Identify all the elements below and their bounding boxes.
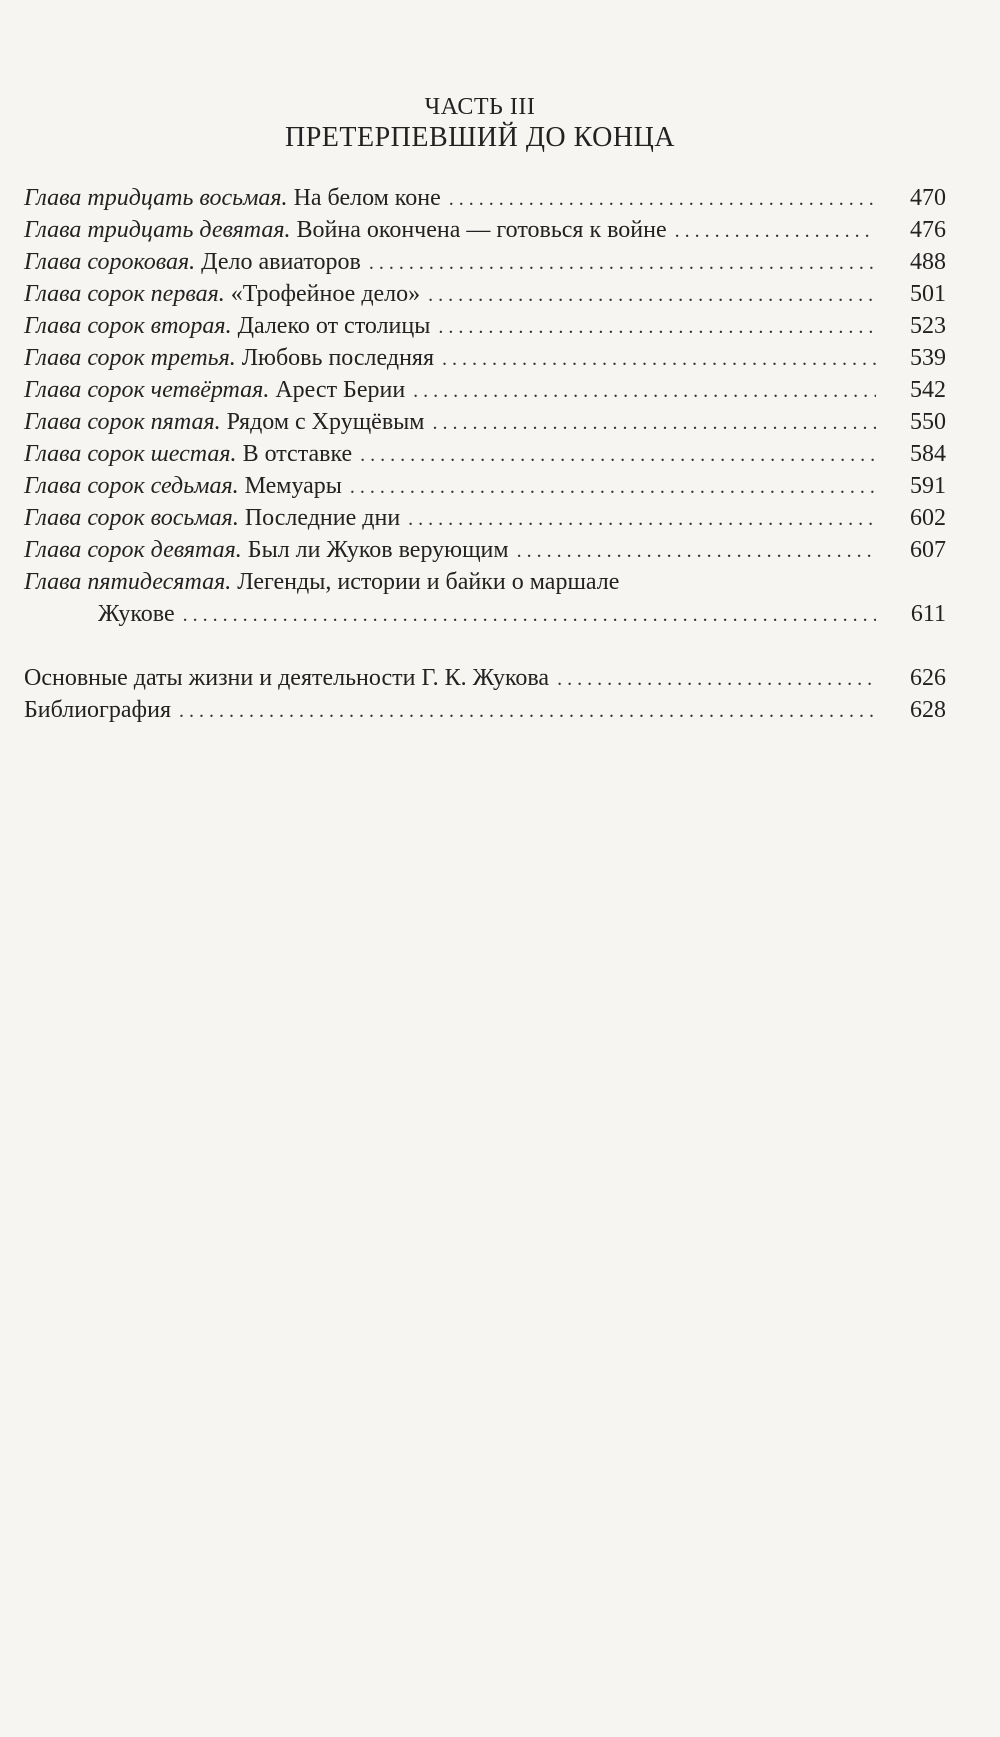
dot-leader <box>432 407 876 439</box>
chapter-title: На белом коне <box>293 185 441 211</box>
toc-entry-chapter-48 <box>24 502 946 534</box>
chapter-title: Легенды, истории и байки о маршале <box>237 569 620 595</box>
page-number: 591 <box>910 473 946 499</box>
toc-entry-label <box>24 246 361 278</box>
chapter-number: Глава тридцать восьмая. <box>24 185 288 211</box>
appendix-title: Основные даты жизни и деятельности Г. К. Жукова <box>24 665 550 691</box>
toc-entry-label <box>24 374 405 406</box>
page-number: 523 <box>910 313 946 339</box>
chapter-number: Глава сорок четвёртая. <box>24 377 270 403</box>
section-gap <box>24 630 946 662</box>
toc-entry-label <box>24 278 420 310</box>
chapter-title: «Трофейное дело» <box>230 281 421 307</box>
part-title: ПРЕТЕРПЕВШИЙ ДО КОНЦА <box>284 122 676 153</box>
dot-leader <box>675 215 876 247</box>
part-header <box>0 93 960 155</box>
toc-entry-chapter-47 <box>24 470 946 502</box>
chapter-title: Мемуары <box>244 473 342 499</box>
page-number: 488 <box>910 249 946 275</box>
chapter-number: Глава сорок седьмая. <box>24 473 239 499</box>
toc-entry-label <box>24 342 434 374</box>
dot-leader <box>428 279 876 311</box>
toc-entry-label <box>24 502 400 534</box>
chapter-title-continuation: Жукове <box>98 601 175 627</box>
toc-entry-label <box>24 566 619 598</box>
toc-entry-chapter-44 <box>24 374 946 406</box>
chapter-title: Война окончена — готовься к войне <box>296 217 667 243</box>
dot-leader <box>517 535 876 567</box>
dot-leader <box>360 439 876 471</box>
toc-entry-chapter-46 <box>24 438 946 470</box>
page-number: 626 <box>910 665 946 691</box>
dot-leader <box>438 311 876 343</box>
chapter-number: Глава сорок вторая. <box>24 313 232 339</box>
dot-leader <box>350 471 876 503</box>
dot-leader <box>557 663 876 695</box>
chapter-number: Глава сороковая. <box>24 249 196 275</box>
page-number: 501 <box>910 281 946 307</box>
chapter-title: Рядом с Хрущёвым <box>226 409 425 435</box>
page-number: 611 <box>910 601 946 627</box>
chapter-number: Глава сорок восьмая. <box>24 505 239 531</box>
toc-entry-label <box>24 214 667 246</box>
page-number: 584 <box>910 441 946 467</box>
chapter-number: Глава тридцать девятая. <box>24 217 291 243</box>
toc-entry-label <box>24 470 342 502</box>
toc-entry-chapter-43 <box>24 342 946 374</box>
chapter-number: Глава сорок девятая. <box>24 537 242 563</box>
toc-entry-chapter-50-line2 <box>24 598 946 630</box>
page-number: 602 <box>910 505 946 531</box>
chapter-number: Глава сорок шестая. <box>24 441 237 467</box>
chapter-number: Глава сорок первая. <box>24 281 225 307</box>
toc-entry-label <box>24 534 509 566</box>
dot-leader <box>183 599 876 631</box>
chapter-number: Глава сорок третья. <box>24 345 236 371</box>
toc-entry-label <box>24 406 424 438</box>
page-number: 607 <box>910 537 946 563</box>
chapter-title: В отставке <box>242 441 353 467</box>
toc-entry-label <box>24 438 352 470</box>
toc-entry-chapter-42 <box>24 310 946 342</box>
page-number: 542 <box>910 377 946 403</box>
page-number: 550 <box>910 409 946 435</box>
dot-leader <box>408 503 876 535</box>
toc-entry-label <box>24 310 430 342</box>
dot-leader <box>442 343 876 375</box>
page-number: 628 <box>910 697 946 723</box>
toc-entry-label <box>24 182 441 214</box>
chapter-title: Далеко от столицы <box>237 313 431 339</box>
toc-entry-chapter-40 <box>24 246 946 278</box>
toc-entry-chapter-49 <box>24 534 946 566</box>
page-number: 476 <box>910 217 946 243</box>
chapter-title: Любовь последняя <box>241 345 434 371</box>
page-number: 539 <box>910 345 946 371</box>
chapter-title: Последние дни <box>244 505 401 531</box>
toc-entry-chapter-50-line1 <box>24 566 946 598</box>
chapter-number: Глава сорок пятая. <box>24 409 221 435</box>
appendix-title: Библиография <box>24 697 171 723</box>
dot-leader <box>413 375 876 407</box>
page-number: 470 <box>910 185 946 211</box>
dot-leader <box>369 247 876 279</box>
table-of-contents <box>24 182 946 726</box>
toc-entry-dates <box>24 662 946 694</box>
toc-entry-chapter-45 <box>24 406 946 438</box>
toc-entry-chapter-41 <box>24 278 946 310</box>
chapter-title: Был ли Жуков верующим <box>247 537 509 563</box>
toc-entry-bibliography <box>24 694 946 726</box>
chapter-number: Глава пятидесятая. <box>24 569 232 595</box>
dot-leader <box>449 183 876 215</box>
chapter-title: Арест Берии <box>275 377 406 403</box>
toc-entry-chapter-39 <box>24 214 946 246</box>
part-number: ЧАСТЬ III <box>424 94 536 120</box>
dot-leader <box>179 695 876 727</box>
toc-entry-chapter-38 <box>24 182 946 214</box>
chapter-title: Дело авиаторов <box>201 249 361 275</box>
